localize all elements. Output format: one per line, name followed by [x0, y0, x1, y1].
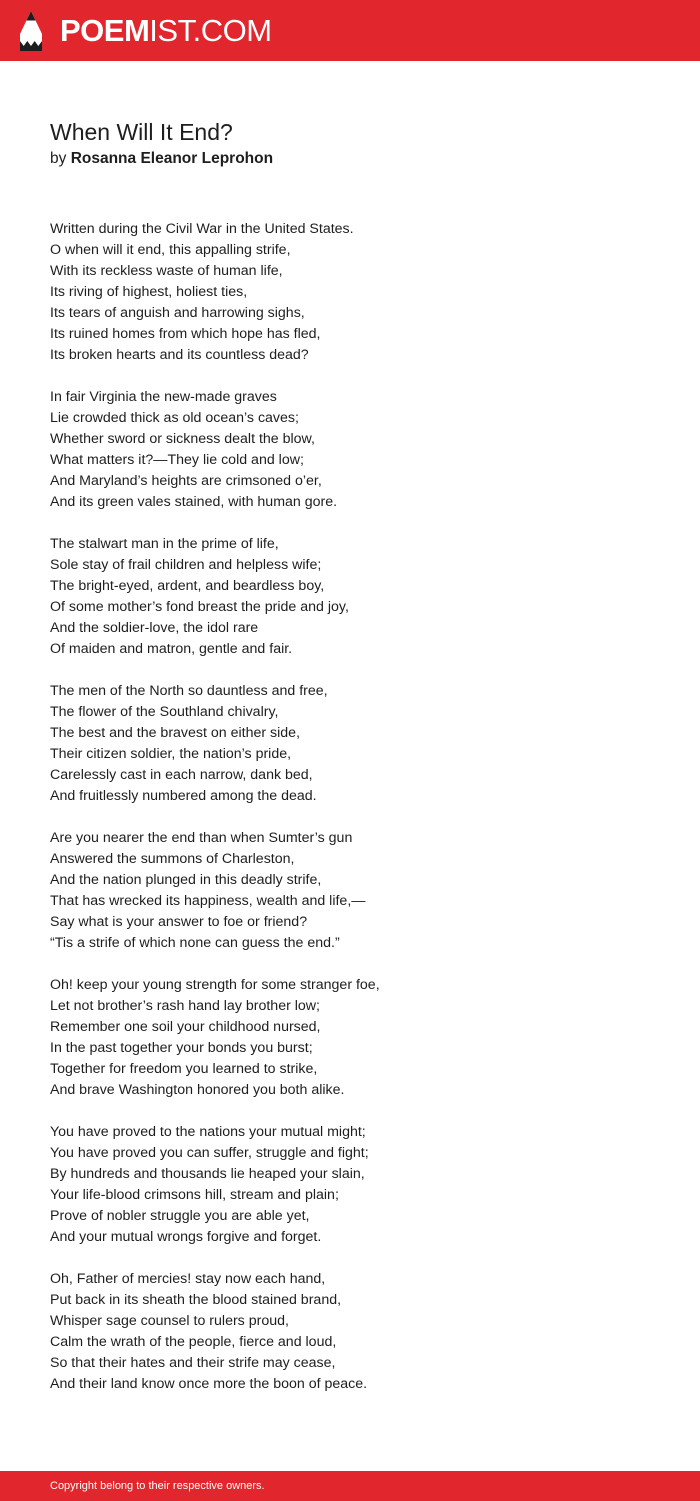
- poem-line: Your life-blood crimsons hill, stream and plain;: [50, 1187, 339, 1203]
- poem-line: Oh, Father of mercies! stay now each hand,: [50, 1271, 326, 1287]
- poem-line: Of maiden and matron, gentle and fair.: [50, 641, 293, 657]
- poem-line: Let not brother’s rash hand lay brother low;: [50, 998, 320, 1014]
- poem-line: Of some mother’s fond breast the pride and joy,: [50, 599, 349, 615]
- stanza-gap: [50, 513, 650, 534]
- poem-line: Sole stay of frail children and helpless wife;: [50, 557, 322, 573]
- stanza: [50, 681, 650, 807]
- poem-line: Their citizen soldier, the nation’s pride,: [50, 746, 292, 762]
- poem-line: And their land know once more the boon of peace.: [50, 1376, 368, 1392]
- poem-line: Say what is your answer to foe or friend?: [50, 914, 308, 930]
- stanza: [50, 975, 650, 1101]
- poem-line: With its reckless waste of human life,: [50, 263, 283, 279]
- byline: [50, 148, 273, 170]
- poem-line: Oh! keep your young strength for some stranger foe,: [50, 977, 380, 993]
- stanza-gap: [50, 954, 650, 975]
- poem-line: And Maryland’s heights are crimsoned o’er,: [50, 473, 322, 489]
- poem-line: In fair Virginia the new-made graves: [50, 389, 277, 405]
- poem-line: And the soldier-love, the idol rare: [50, 620, 259, 636]
- site-logo-text: [60, 10, 272, 52]
- poem-line: The bright-eyed, ardent, and beardless boy,: [50, 578, 325, 594]
- poem-line: Put back in its sheath the blood stained brand,: [50, 1292, 342, 1308]
- poem-line: Prove of nobler struggle you are able yet,: [50, 1208, 310, 1224]
- stanza-gap: [50, 366, 650, 387]
- stanza: [50, 1269, 650, 1395]
- poem-line: The best and the bravest on either side,: [50, 725, 301, 741]
- poem-line: And the nation plunged in this deadly strife,: [50, 872, 322, 888]
- stanza-gap: [50, 660, 650, 681]
- logo-text-bold: POEM: [60, 13, 150, 48]
- site-footer: [0, 1471, 700, 1501]
- stanza: [50, 534, 650, 660]
- poem-line: By hundreds and thousands lie heaped your slain,: [50, 1166, 365, 1182]
- poem-line: Calm the wrath of the people, fierce and loud,: [50, 1334, 337, 1350]
- poem-line: And your mutual wrongs forgive and forget.: [50, 1229, 322, 1245]
- stanza: [50, 1122, 650, 1248]
- poem-line: Are you nearer the end than when Sumter’s gun: [50, 830, 353, 846]
- stanza-gap: [50, 807, 650, 828]
- author-name: Rosanna Eleanor Leprohon: [70, 150, 274, 167]
- stanza: [50, 219, 650, 366]
- poem-line: Its tears of anguish and harrowing sighs,: [50, 305, 305, 321]
- poem-line: Its ruined homes from which hope has fled,: [50, 326, 321, 342]
- stanza: [50, 828, 650, 954]
- poem-line: What matters it?—They lie cold and low;: [50, 452, 304, 468]
- poem-line: O when will it end, this appalling strife,: [50, 242, 291, 258]
- poem-line: And fruitlessly numbered among the dead.: [50, 788, 317, 804]
- poem-line: In the past together your bonds you burst;: [50, 1040, 313, 1056]
- poem-line: Together for freedom you learned to strike,: [50, 1061, 318, 1077]
- poem-line: Answered the summons of Charleston,: [50, 851, 295, 867]
- poem-line: Its broken hearts and its countless dead?: [50, 347, 309, 363]
- poem-line: Remember one soil your childhood nursed,: [50, 1019, 321, 1035]
- stanza-gap: [50, 1101, 650, 1122]
- copyright-text: Copyright belong to their respective owners.: [50, 1480, 265, 1492]
- logo-text-light: IST.COM: [149, 13, 272, 48]
- poem-line: The men of the North so dauntless and free,: [50, 683, 328, 699]
- poem-line: That has wrecked its happiness, wealth and life,—: [50, 893, 366, 909]
- stanza: [50, 387, 650, 513]
- poem-line: You have proved to the nations your mutual might;: [50, 1124, 366, 1140]
- poem-line: So that their hates and their strife may cease,: [50, 1355, 336, 1371]
- poem-line: The flower of the Southland chivalry,: [50, 704, 279, 720]
- poem-line: The stalwart man in the prime of life,: [50, 536, 279, 552]
- site-logo[interactable]: [18, 10, 272, 52]
- poem-line: You have proved you can suffer, struggle and fight;: [50, 1145, 369, 1161]
- site-header: [0, 0, 700, 61]
- poem-line: “Tis a strife of which none can guess the end.”: [50, 935, 340, 951]
- poem-line: Its riving of highest, holiest ties,: [50, 284, 248, 300]
- poem-line: Whether sword or sickness dealt the blow,: [50, 431, 315, 447]
- stanza-gap: [50, 1248, 650, 1269]
- poem-line: And its green vales stained, with human gore.: [50, 494, 338, 510]
- by-label: by: [50, 150, 67, 167]
- poem-body: [50, 219, 650, 1395]
- poem-line: Carelessly cast in each narrow, dank bed,: [50, 767, 313, 783]
- pencil-icon: [18, 10, 44, 52]
- poem-line: Whisper sage counsel to rulers proud,: [50, 1313, 289, 1329]
- poem-line: And brave Washington honored you both alike.: [50, 1082, 345, 1098]
- poem-title: When Will It End?: [50, 119, 233, 145]
- poem-line: Written during the Civil War in the United States.: [50, 221, 354, 237]
- poem-line: Lie crowded thick as old ocean’s caves;: [50, 410, 299, 426]
